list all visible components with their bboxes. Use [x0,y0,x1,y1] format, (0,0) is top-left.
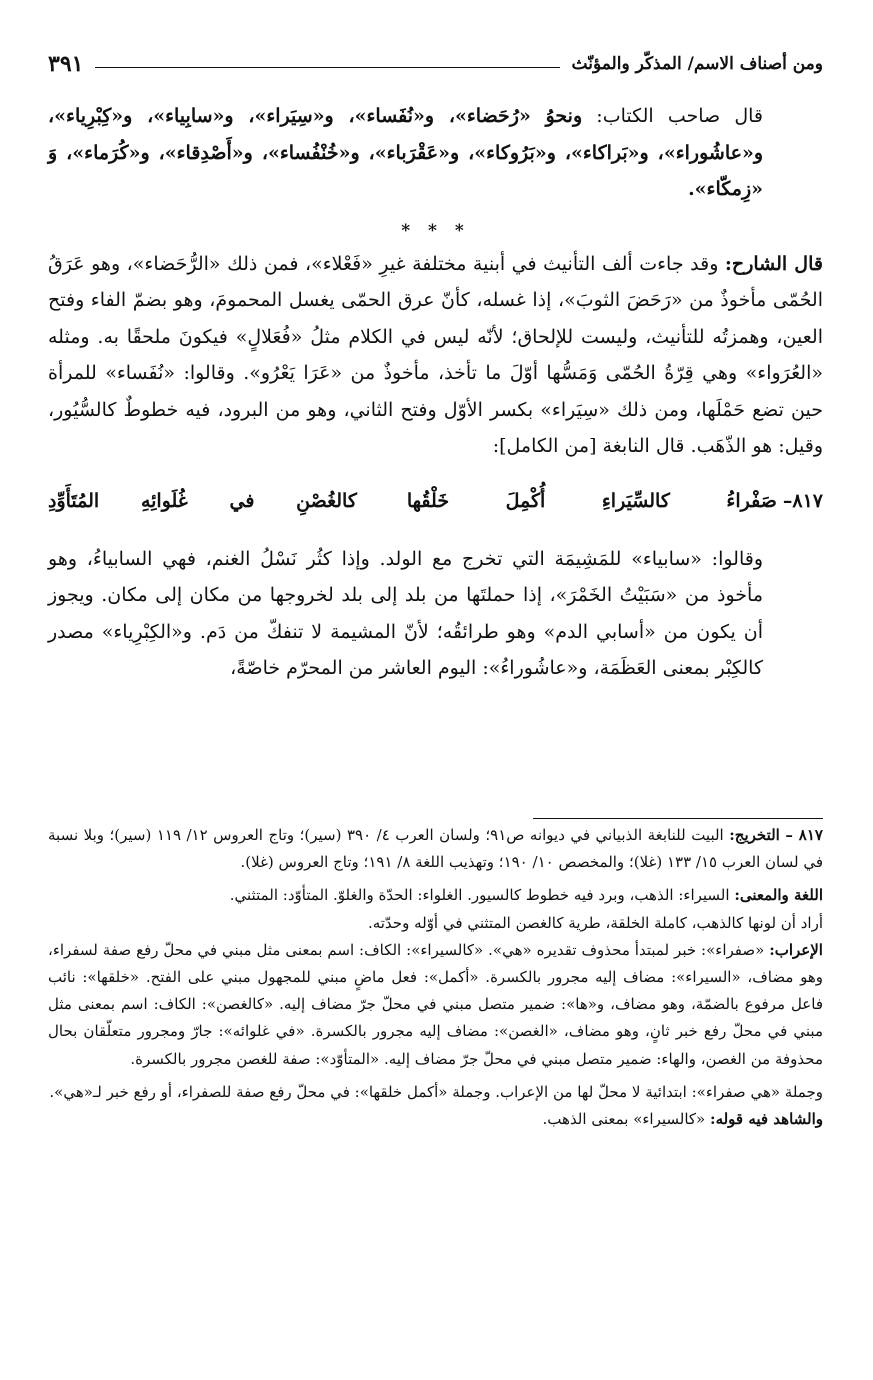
footnote-takhrij [48,822,823,876]
takhrij-text: البيت للنابغة الذبياني في ديوانه ص٩١؛ ولسان العرب ٤/ ٣٩٠ (سير)؛ وتاج العروس ١٢/ ١١٩ (سير)؛ وبلا نسبة في لسان العرب ١٥/ ١٣٣ (غلا)؛ والمخصص ١٠/ ١٩٠؛ وتهذيب اللغة ٨/ ١٩١؛ وتاج العروس (غلا). [48,826,823,872]
footnote-irab [48,937,823,1073]
main-text [48,98,823,687]
verse-number: ٨١٧– [782,489,823,512]
irab-label: الإعراب: [769,940,823,959]
chapter-title: ومن أصناف الاسم/ المذكّر والمؤنّث [571,54,823,74]
paragraph-sabiya: وقالوا: «سابياء» للمَشِيمَة التي تخرج مع الولد. وإذا كثُر نَسْلُ الغنم، فهي السابياءُ، وهو مأخوذ من «سَبَيْتُ الخَمْرَ»، إذا حملتَها من بلد إلى بلد لخروجها من مكان إلى مكان. ويجوز أن يكون من «أسابي الدم» وهو طرائقُه؛ لأنّ المشيمة لا تنفكّ من دَم. و«الكِبْرِياء» مصدر كالكِبْر بمعنى العَظَمَة، و«عاشُوراءُ»: اليوم العاشر من المحرّم خاصّةً، [48,547,763,679]
footnote-separator [533,818,823,819]
takhrij-label: التخريج: [729,826,780,844]
commentary-paragraph [48,246,823,465]
footnote-sentences: وجملة «هي صفراء»: ابتدائية لا محلّ لها من الإعراب. وجملة «أكمل خلقها»: في محلّ رفع صفة للصفراء، أو رفع خبر لـ«هي». [49,1082,823,1101]
footnote-meaning-2: أراد أن لونها كالذهب، كاملة الخلقة، طرية كالغصن المتثني في أوّله وحدّته. [367,913,823,932]
commentary-text: وقد جاءت ألف التأنيث في أبنية مختلفة غيرِ «فَعْلاء»، فمن ذلك «الرُّحَضاء»، وهو عَرَقُ الحُمّى مأخوذٌ من «رَحَضَ الثوبَ»، إذا غسله، كأنّ عرق الحمّى يغسل المحمومَ، وهو بضمّ الفاء وفتح العين، وهمزتُه للتأنيث، وليست للإلحاق؛ لأنّه ليس في الكلام مثلُ «فُعَلالٍ» فيكونَ ملحقًا به. ومثله «العُرَواء» وهي قِرّةُ الحُمّى وَمَسُّها أوّلَ ما تأخذ، مأخوذٌ من «عَرَا يَعْرُو». وقالوا: «نُفَساء» للمرأة حين تضع حَمْلَها، ومن ذلك «سِيَراء» بكسر الأوّل وفتح الثاني، وهو من البرود، فيه خطوطٌ كالسُّيُور، وقيل: هو الذّهَب. قال النابغة [من الكامل]: [48,252,823,457]
poetry-verse [48,471,823,531]
commentary-label: قال الشارح: [724,252,823,275]
running-header [48,44,823,80]
section-separator: * * * [401,220,470,241]
page-number: ٣٩١ [48,51,84,77]
header-rule [95,67,559,68]
footnote-meaning [48,882,823,909]
footnote-shahid [48,1106,823,1133]
page [48,0,823,1380]
shahid-text: «كالسيراء» بمعنى الذهب. [542,1110,706,1129]
shahid-label: والشاهد فيه قوله: [710,1110,823,1129]
irab-text: «صفراء»: خبر لمبتدأ محذوف تقديره «هي». «كالسيراء»: الكاف: اسم بمعنى مثل مبني في محلّ رفع صفة لسفراء، وهو مضاف، «السيراء»: مضاف إليه مجرور بالكسرة. «أكمل»: فعل ماضٍ مبني للمجهول مبني على الفتح. «خلقها»: نائب فاعل مرفوع بالضمّة، وهو مضاف، و«ها»: ضمير متصل مبني في محلّ جرّ مضاف إليه. «كالغصن»: الكاف: اسم بمعنى مثل مبني في محلّ رفع خبر ثانٍ، وهو مضاف، «الغصن»: مضاف إليه مجرور بالكسرة. «في غلوائه»: جارّ ومجرور متعلّقان بحال محذوفة من الغصن، والهاء: ضمير متصل مبني في محلّ جرّ مضاف إليه. «المتأوّد»: صفة للغصن مجرور بالكسرة. [48,940,823,1068]
footnote-number: ٨١٧ – [785,826,823,844]
author-label: قال صاحب الكتاب: [596,105,763,127]
author-text: ونحوُ «رُحَضاء»، و«نُفَساء»، و«سِيَراء»، و«سابِياء»، و«كِبْرِياء»، و«عاشُوراء»، و«بَراكاء»، و«بَرُوكاء»، و«عَقْرَباء»، و«خُنْفُساء»، و«أَصْدِقاء»، و«كُرَماء»، وَ «زِمكّاء». [48,105,763,200]
footnotes [48,822,823,1133]
author-quote [48,98,823,208]
meaning-text: السيراء: الذهب، وبرد فيه خطوط كالسيور. الغلواء: الحدّة والغلوّ. المتأوّد: المتثني. [229,886,730,905]
verse-second-hemistich: كالغُصْنِ في غُلَوائِهِ المُتَأَوِّدِ [48,489,357,512]
meaning-label: اللغة والمعنى: [734,886,823,905]
verse-first-hemistich: صَفْراءُ كالسِّيَراءِ أُكْمِلَ خَلْقُها [406,489,777,512]
